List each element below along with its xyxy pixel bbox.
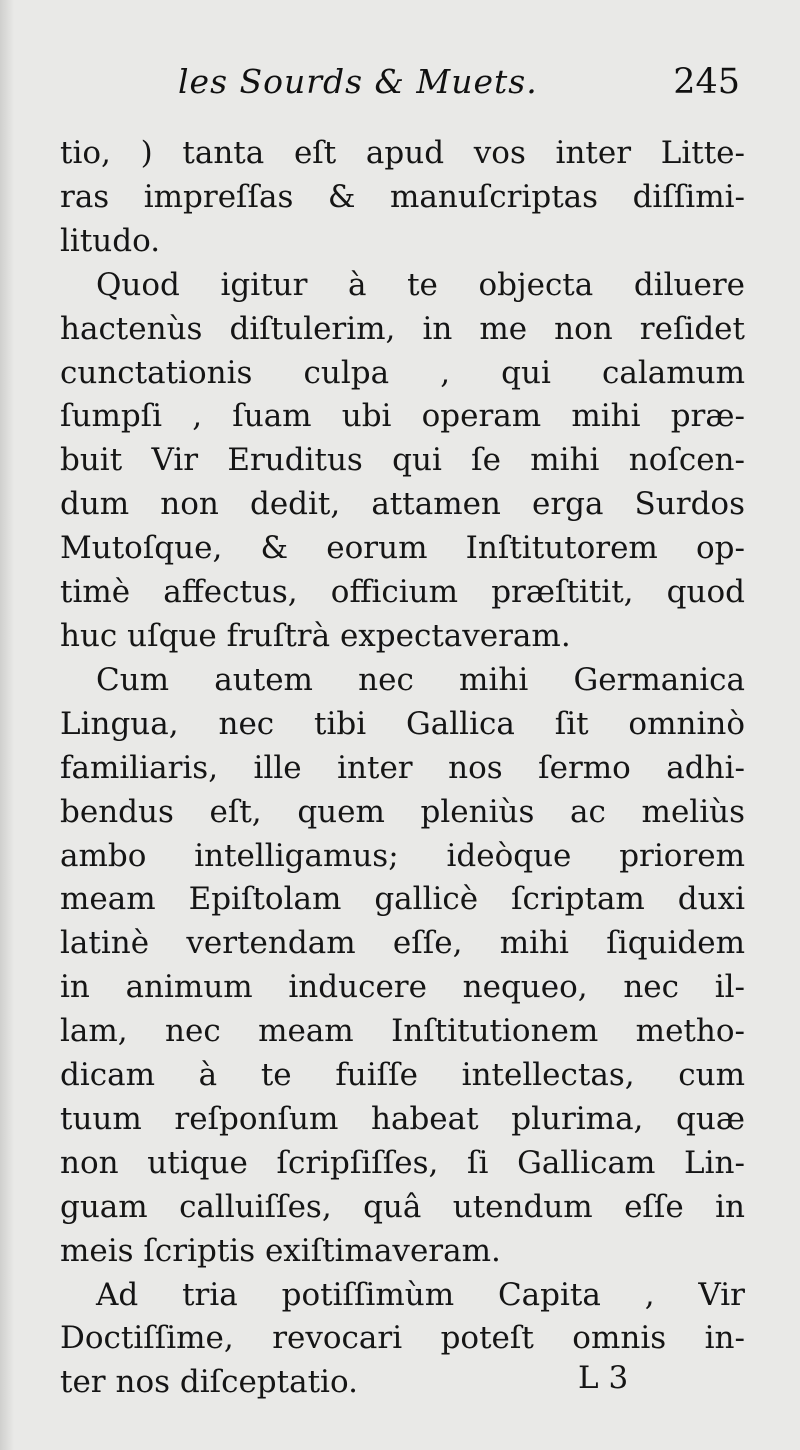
page-gutter (0, 0, 14, 1450)
text-line: Ad tria potiſſimùm Capita , Vir (96, 1276, 745, 1313)
text-line: Doctiſſime, revocari poteſt omnis in- (60, 1320, 745, 1357)
text-line: litudo. (60, 222, 161, 259)
text-line: hactenùs diſtulerim, in me non reſidet (60, 310, 745, 347)
text-line: lam, nec meam Inſtitutionem metho- (60, 1013, 745, 1050)
body-text (60, 132, 745, 1405)
text-line: guam calluiſſes, quâ utendum eſſe in (60, 1188, 745, 1225)
text-line: meis ſcriptis exiſtimaveram. (60, 1232, 501, 1269)
text-line: bendus eſt, quem pleniùs ac meliùs (60, 793, 745, 830)
text-line: in animum inducere nequeo, nec il- (60, 969, 745, 1006)
text-line: Lingua, nec tibi Gallica ſit omninò (60, 705, 745, 742)
text-line: huc uſque fruſtrà expectaveram. (60, 617, 571, 654)
page-number: 245 (673, 62, 740, 102)
text-line: dum non dedit, attamen erga Surdos (60, 486, 745, 523)
running-head: les Sourds & Muets. (178, 62, 538, 101)
text-line: Quod igitur à te objecta diluere (96, 266, 745, 303)
text-line: meam Epiſtolam gallicè ſcriptam duxi (60, 881, 745, 918)
text-line: ter nos diſceptatio. (60, 1364, 358, 1401)
text-line: ſumpſi , ſuam ubi operam mihi præ- (60, 398, 745, 435)
signature-mark: L 3 (578, 1360, 629, 1396)
text-line: ambo intelligamus; ideòque priorem (60, 837, 745, 874)
text-line: Cum autem nec mihi Germanica (96, 661, 745, 698)
text-line: timè affectus, officium præſtitit, quod (60, 574, 745, 611)
text-line: tio, ) tanta eſt apud vos inter Litte- (60, 135, 745, 171)
text-line: dicam à te fuiſſe intellectas, cum (60, 1057, 745, 1094)
text-line: ras impreſſas & manuſcriptas diſſimi- (60, 178, 745, 215)
text-line: Mutoſque, & eorum Inſtitutorem op- (60, 530, 745, 567)
text-line: non utique ſcripſiſſes, ſi Gallicam Lin- (60, 1144, 745, 1181)
text-line: buit Vir Eruditus qui ſe mihi noſcen- (60, 442, 745, 479)
text-line: familiaris, ille inter nos ſermo adhi- (60, 749, 745, 786)
page-header (60, 62, 740, 112)
text-line: latinè vertendam eſſe, mihi ſiquidem (60, 925, 745, 962)
text-line: tuum reſponſum habeat plurima, quæ (60, 1100, 745, 1137)
text-line: cunctationis culpa , qui calamum (60, 354, 745, 391)
